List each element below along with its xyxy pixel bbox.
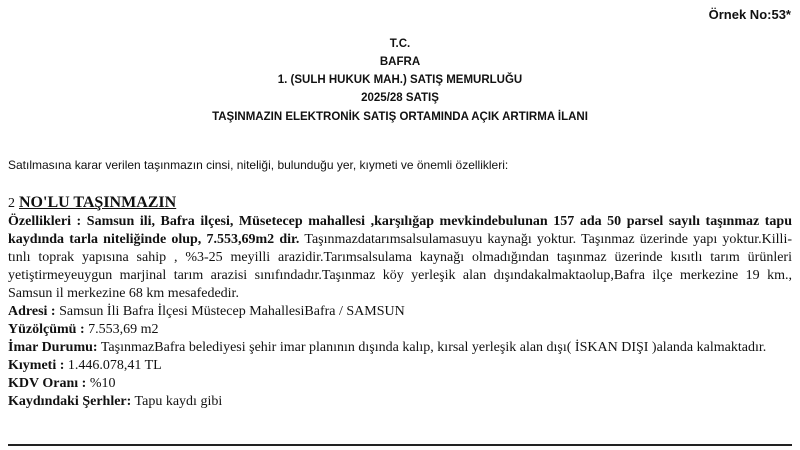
- vat-value: %10: [89, 376, 116, 391]
- area-label: Yüzölçümü :: [8, 322, 85, 337]
- area-row: [8, 321, 792, 339]
- value-label: Kıymeti :: [8, 358, 65, 373]
- features-text: Taşınmazdatarımsalsulamasuyu kaynağı yoktur. Taşınmaz üzerinde yapı yoktur.Killi-tınlı toprak yapısına sahip , %3-25 meyilli arazidir.Tarımsalsulama kaynağı olmadığından taşınmaz üzerinde kısıtlı tarım ürünleri yetiştirmeyeuygun marjinal tarım arazisi sınıfındadır.Taşınmaz köy yerleşik alan dışındakalmaktaolup,Bafra ilçe merkezine 19 km., Samsun il merkezine 68 km mesafededir.: [8, 232, 792, 301]
- header-office: 1. (SULH HUKUK MAH.) SATIŞ MEMURLUĞU: [277, 74, 523, 86]
- features-label: Özellikleri :: [8, 214, 82, 229]
- header-country: T.C.: [389, 38, 411, 50]
- annotations-value: Tapu kaydı gibi: [134, 394, 223, 409]
- property-heading: [8, 194, 792, 213]
- value-amount: 1.446.078,41 TL: [67, 358, 162, 373]
- property-number: 2: [8, 196, 15, 211]
- document-header: [0, 35, 800, 107]
- vat-label: KDV Oranı :: [8, 376, 87, 391]
- area-value: 7.553,69 m2: [88, 322, 159, 337]
- address-label: Adresi :: [8, 304, 56, 319]
- value-row: [8, 357, 792, 375]
- address-row: [8, 303, 792, 321]
- annotations-label: Kaydındaki Şerhler:: [8, 394, 132, 409]
- property-features: [8, 213, 792, 303]
- features-bold-text: Samsun ili, Bafra ilçesi, Müsetecep mahallesi ,karşılığap mevkindebulunan 157 ada 50 parsel sayılı taşınmaz tapu kaydında tarla niteliğinde olup, 7.553,69m2 dir.: [8, 214, 792, 247]
- vat-row: [8, 375, 792, 393]
- announcement-title: TAŞINMAZIN ELEKTRONİK SATIŞ ORTAMINDA AÇIK ARTIRMA İLANI: [212, 111, 588, 123]
- address-value: Samsun İli Bafra İlçesi Müstecep MahallesiBafra / SAMSUN: [59, 304, 405, 319]
- header-district: BAFRA: [379, 56, 421, 68]
- header-file-number: 2025/28 SATIŞ: [361, 92, 439, 104]
- bottom-divider: [8, 444, 792, 446]
- intro-text: Satılmasına karar verilen taşınmazın cinsi, niteliği, bulunduğu yer, kıymeti ve önemli özellikleri:: [8, 158, 509, 172]
- annotations-row: [8, 393, 792, 411]
- property-section: [8, 194, 792, 411]
- sample-number: Örnek No:53*: [708, 7, 791, 22]
- zoning-label: İmar Durumu:: [8, 340, 98, 355]
- property-title: NO'LU TAŞINMAZIN: [19, 194, 177, 211]
- zoning-value: TaşınmazBafra belediyesi şehir imar planının dışında kalıp, kırsal yerleşik alan dışı( İSKAN DIŞI )alanda kalmaktadır.: [100, 340, 767, 355]
- zoning-row: [8, 339, 792, 357]
